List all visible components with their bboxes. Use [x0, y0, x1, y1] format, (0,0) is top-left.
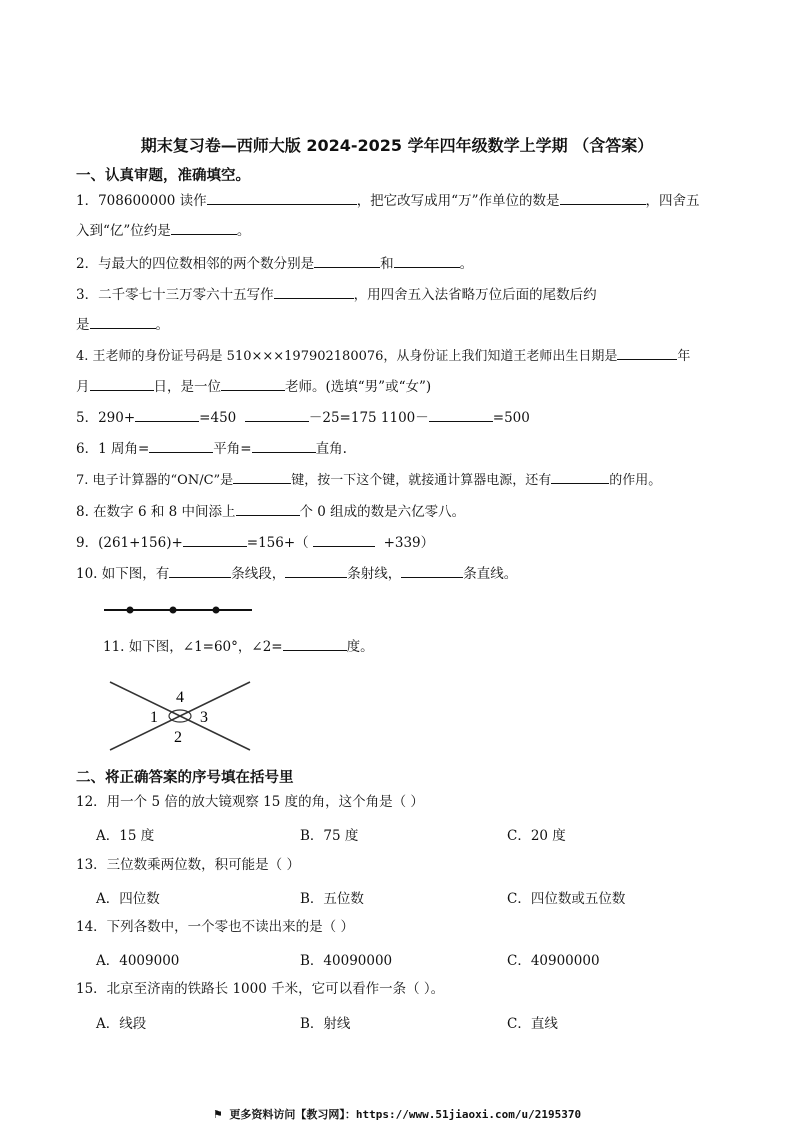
q14-option-b[interactable]: B．40090000 — [300, 953, 393, 969]
q3-text-b: ，用四舍五入法省略万位后面的尾数后约 — [353, 287, 597, 303]
flag-icon: ⚑ — [212, 1108, 223, 1121]
q3-blank-2[interactable] — [90, 316, 156, 329]
q12-option-a[interactable]: A．15 度 — [96, 828, 155, 844]
q4-text-c: 月 — [76, 379, 90, 395]
q1-blank-1[interactable] — [207, 192, 357, 205]
question-5 — [76, 409, 530, 427]
q4-blank-1[interactable] — [617, 347, 677, 360]
q5-text-a: 5．290+ — [76, 410, 136, 426]
q7-blank-1[interactable] — [233, 471, 291, 484]
figure-point-3 — [213, 607, 220, 614]
q1-text-b: ，把它改写成用“万”作单位的数是 — [356, 193, 560, 209]
q9-blank-1[interactable] — [183, 534, 247, 547]
question-8 — [76, 503, 465, 521]
angle-label-1: 1 — [150, 709, 158, 726]
q3-text-d: 。 — [155, 317, 169, 333]
q7-blank-2[interactable] — [551, 471, 609, 484]
q4-blank-3[interactable] — [221, 378, 285, 391]
q10-text-b: 条线段， — [231, 566, 286, 582]
q8-text-b: 个 0 组成的数是六亿零八。 — [299, 504, 466, 520]
q4-text-b: 年 — [677, 349, 691, 364]
question-2 — [76, 255, 473, 273]
q2-text-b: 和 — [380, 256, 394, 272]
q15-option-c[interactable]: C．直线 — [507, 1016, 558, 1032]
footer-link[interactable]: 更多资料访问【教习网】：https://www.51jiaoxi.com/u/2195370 — [229, 1108, 582, 1121]
q5-text-d: =500 — [492, 410, 530, 426]
q13-option-c[interactable]: C．四位数或五位数 — [507, 891, 626, 907]
question-15-stem: 15．北京至济南的铁路长 1000 千米，它可以看作一条（ ）。 — [76, 981, 445, 997]
q11-text-a: 11. 如下图，∠1=60°，∠2= — [103, 639, 283, 655]
question-11 — [103, 638, 374, 656]
q8-text-a: 8. 在数字 6 和 8 中间添上 — [76, 504, 236, 520]
q6-text-a: 6．1 周角= — [76, 441, 150, 457]
q4-text-a: 4. 王老师的身份证号码是 510×××197902180076，从身份证上我们知道王老师出生日期是 — [76, 349, 618, 364]
q2-text-c: 。 — [459, 256, 474, 272]
line-segment-figure — [100, 600, 260, 620]
section-1-heading: 一、认真审题，准确填空。 — [76, 168, 250, 184]
q15-option-b[interactable]: B．射线 — [300, 1016, 351, 1032]
q5-text-c: －25=175 1100－ — [308, 410, 429, 426]
q1-text-c: ，四舍五 — [645, 193, 700, 209]
question-1-line-2 — [76, 222, 250, 240]
question-13-stem: 13．三位数乘两位数，积可能是（ ） — [76, 857, 300, 873]
q5-blank-2[interactable] — [245, 409, 309, 422]
question-1-line-1 — [76, 192, 700, 210]
q5-blank-1[interactable] — [135, 409, 199, 422]
q7-text-b: 键，按一下这个键，就接通计算器电源，还有 — [291, 473, 552, 488]
question-4-line-2 — [76, 378, 431, 396]
q10-text-c: 条射线， — [347, 566, 402, 582]
q12-option-b[interactable]: B．75 度 — [300, 828, 359, 844]
section-2-heading: 二、将正确答案的序号填在括号里 — [76, 770, 294, 786]
q10-text-a: 10. 如下图，有 — [76, 566, 170, 582]
q3-text-c: 是 — [76, 317, 90, 333]
q4-blank-2[interactable] — [90, 378, 154, 391]
q3-blank-1[interactable] — [274, 286, 354, 299]
q1-text-d: 入到“亿”位约是 — [76, 223, 171, 239]
q7-text-c: 的作用。 — [609, 473, 662, 488]
q12-option-c[interactable]: C．20 度 — [507, 828, 566, 844]
q1-text-e: 。 — [236, 223, 251, 239]
question-14-stem: 14．下列各数中，一个零也不读出来的是（ ） — [76, 919, 354, 935]
q9-text-b: =156+（ — [246, 535, 309, 551]
q1-blank-3[interactable] — [171, 222, 237, 235]
question-4-line-1 — [76, 347, 690, 366]
q2-text-a: 2．与最大的四位数相邻的两个数分别是 — [76, 256, 315, 272]
q5-text-b: =450 — [199, 410, 237, 426]
q10-blank-2[interactable] — [285, 565, 347, 578]
q9-text-a: 9．(261+156)+ — [76, 535, 183, 551]
q10-blank-1[interactable] — [169, 565, 231, 578]
q2-blank-2[interactable] — [394, 255, 460, 268]
question-10 — [76, 565, 517, 583]
page-title: 期末复习卷—西师大版 2024-2025 学年四年级数学上学期 （含答案） — [140, 136, 654, 155]
q7-text-a: 7. 电子计算器的“ON/C”是 — [76, 473, 234, 488]
figure-point-1 — [127, 607, 134, 614]
q1-blank-2[interactable] — [560, 192, 646, 205]
q15-option-a[interactable]: A．线段 — [96, 1016, 147, 1032]
q4-text-e: 老师。(选填“男”或“女”) — [285, 379, 432, 395]
figure-point-2 — [170, 607, 177, 614]
q13-option-a[interactable]: A．四位数 — [96, 891, 160, 907]
q6-text-c: 直角. — [315, 441, 347, 457]
q14-option-c[interactable]: C．40900000 — [507, 953, 600, 969]
q1-text-a: 1．708600000 读作 — [76, 193, 207, 209]
question-12-stem: 12．用一个 5 倍的放大镜观察 15 度的角，这个角是（ ） — [76, 794, 424, 810]
q11-blank-1[interactable] — [283, 638, 347, 651]
q10-text-d: 条直线。 — [463, 566, 518, 582]
q10-blank-3[interactable] — [401, 565, 463, 578]
question-6 — [76, 440, 347, 458]
q5-blank-3[interactable] — [429, 409, 493, 422]
q9-blank-2[interactable] — [313, 534, 375, 547]
q6-blank-2[interactable] — [252, 440, 316, 453]
question-3-line-2 — [76, 316, 169, 334]
angle-label-3: 3 — [200, 709, 208, 726]
angle-label-2: 2 — [174, 729, 182, 746]
q8-blank-1[interactable] — [236, 503, 300, 516]
q6-blank-1[interactable] — [149, 440, 213, 453]
q3-text-a: 3．二千零七十三万零六十五写作 — [76, 287, 274, 303]
q2-blank-1[interactable] — [314, 255, 380, 268]
angle-label-4: 4 — [176, 689, 184, 706]
q14-option-a[interactable]: A．4009000 — [96, 953, 180, 969]
footer — [0, 1106, 794, 1122]
q11-text-b: 度。 — [346, 639, 374, 655]
question-3-line-1 — [76, 286, 597, 304]
intersecting-lines-figure — [100, 676, 260, 756]
q4-text-d: 日，是一位 — [153, 379, 221, 395]
q6-text-b: 平角= — [213, 441, 252, 457]
question-7 — [76, 471, 661, 490]
question-9 — [76, 534, 434, 552]
q9-text-c: +339） — [383, 535, 435, 551]
q13-option-b[interactable]: B．五位数 — [300, 891, 364, 907]
